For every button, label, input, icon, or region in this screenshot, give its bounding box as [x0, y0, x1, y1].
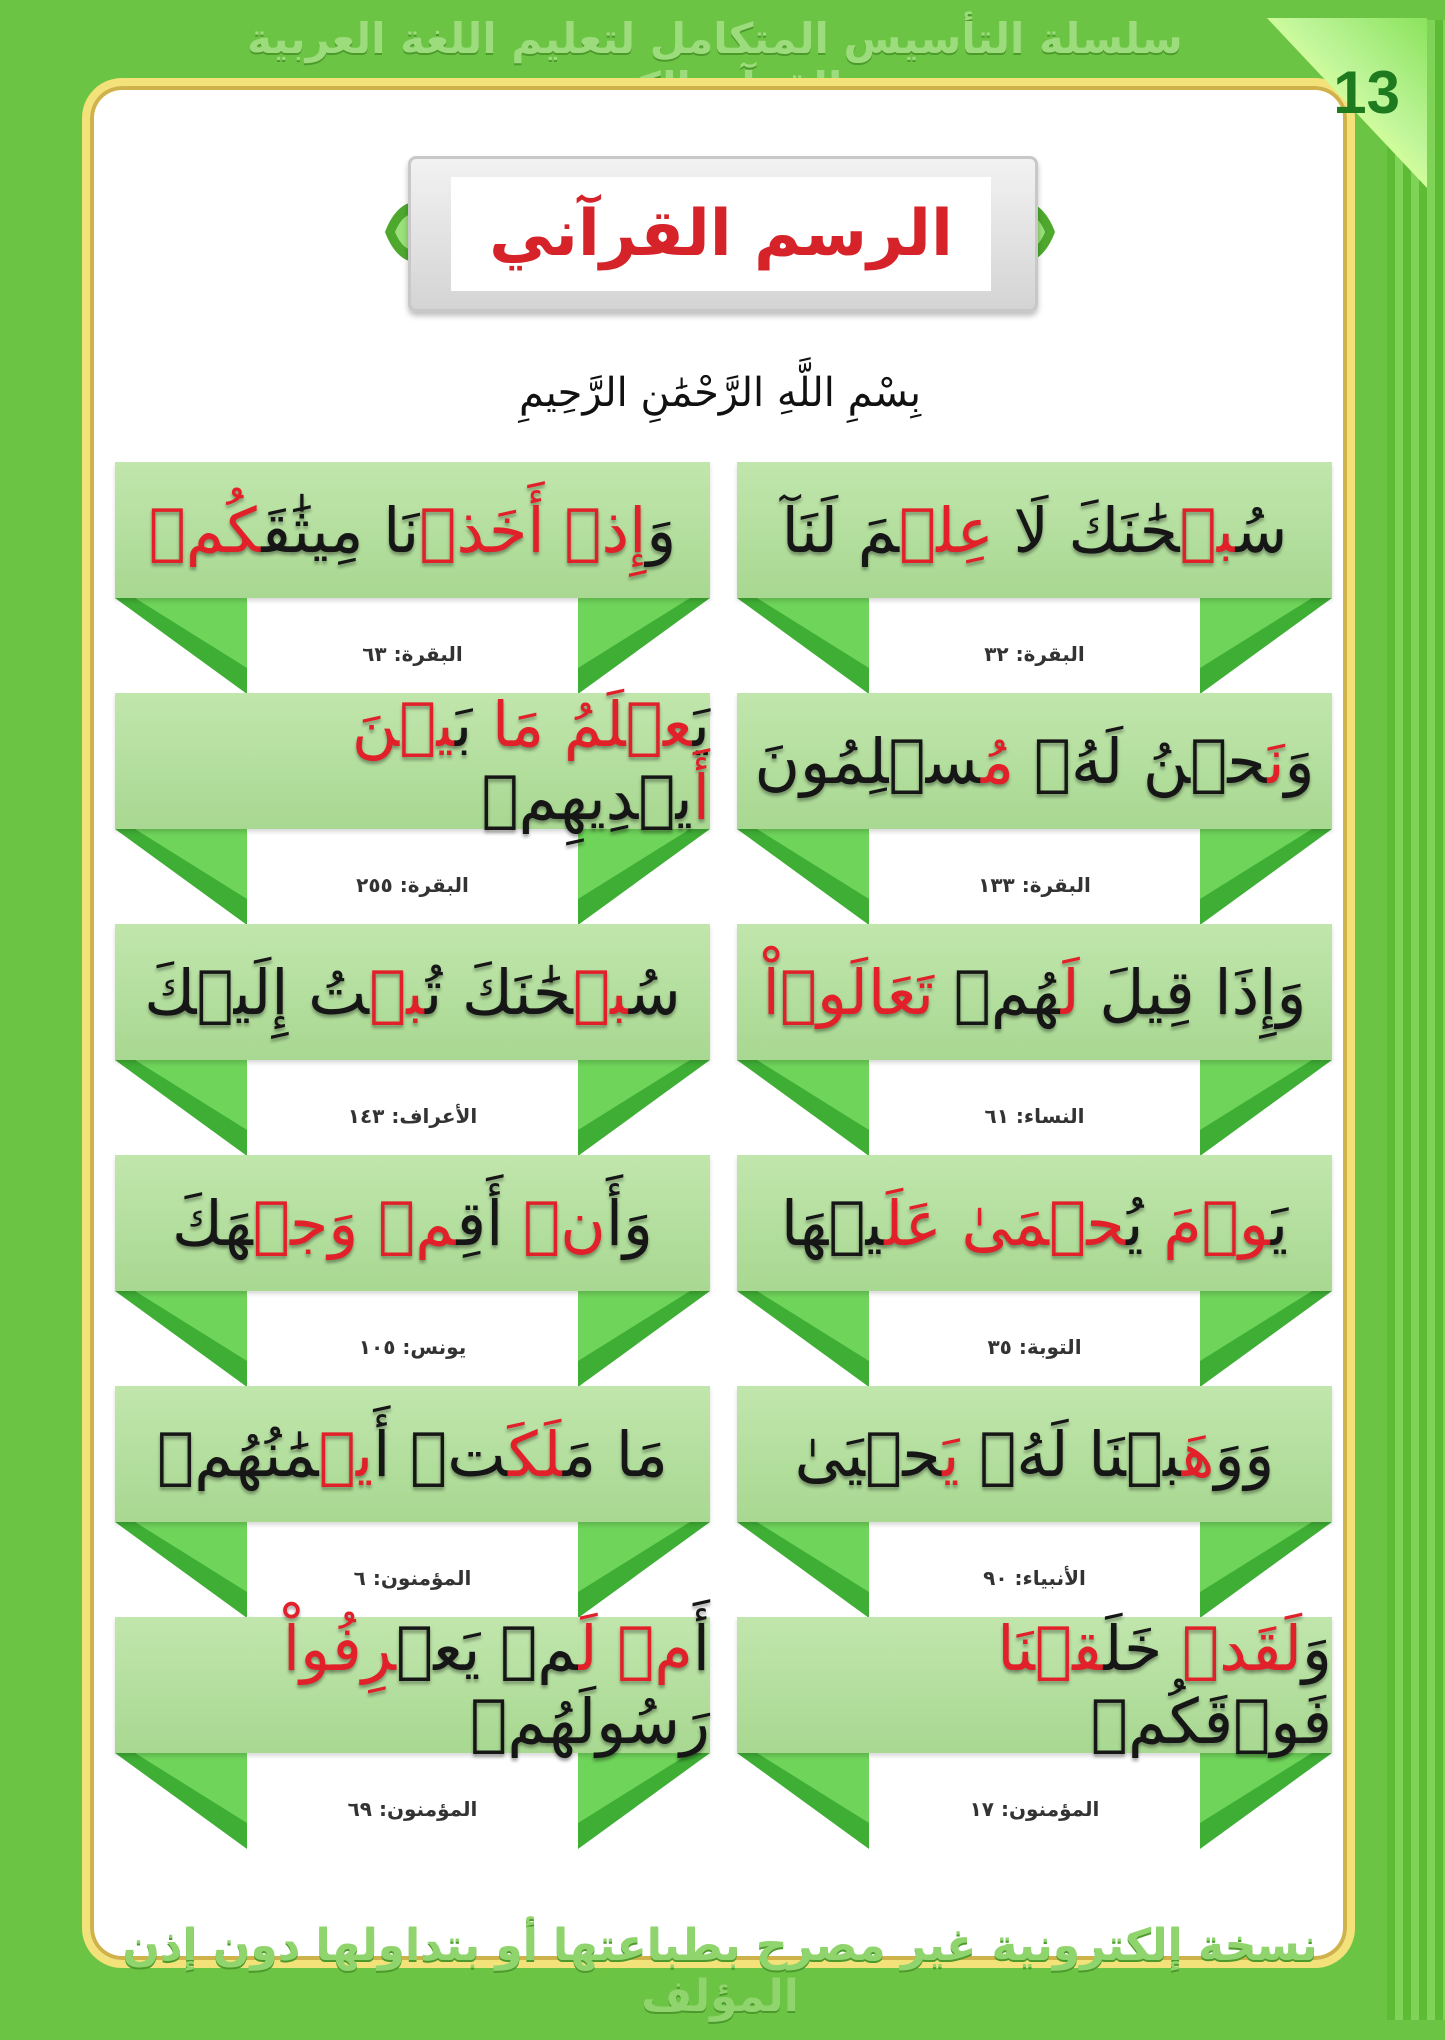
verse-face	[115, 924, 710, 1060]
verse-ribbon	[737, 693, 1332, 925]
verse-segment: مَ لَنَآ	[781, 493, 900, 567]
verse-reference: البقرة: ٣٢	[984, 642, 1085, 666]
highlighted-letters: بۡ	[572, 955, 629, 1029]
verse-ribbon	[737, 1386, 1332, 1618]
highlighted-letters: مۡ لَ	[578, 1612, 693, 1685]
verse-face	[737, 462, 1332, 598]
title-banner	[380, 152, 1060, 312]
highlighted-letters: إِذۡ أَخَذۡ	[419, 493, 647, 567]
verse-reference: المؤمنون: ٦٩	[347, 1797, 478, 1821]
verse-text	[172, 1187, 653, 1260]
verse-reference: التوبة: ٣٥	[987, 1335, 1082, 1359]
verse-text	[782, 494, 1288, 567]
highlighted-letters: لَ	[1060, 955, 1080, 1029]
verse-segment: وَ	[1284, 724, 1315, 798]
verse-reference: المؤمنون: ٦	[353, 1566, 472, 1590]
verse-segment: وَ	[1302, 1612, 1332, 1685]
verse-ribbon	[737, 924, 1332, 1156]
verse-face	[737, 1612, 1332, 1758]
verse-text	[763, 956, 1307, 1029]
verse-ribbon	[737, 1155, 1332, 1387]
verse-face	[737, 924, 1332, 1060]
verse-face	[115, 688, 710, 834]
verse-segment: يُ	[1126, 1186, 1144, 1260]
verse-segment: أَ	[692, 1612, 710, 1685]
highlighted-letters: وۡمَ	[1143, 1186, 1271, 1260]
verse-face	[737, 693, 1332, 829]
highlighted-letters: لَقَدۡ	[1162, 1612, 1303, 1685]
verse-segment: يَ	[1270, 1186, 1289, 1260]
highlighted-letters: نۡ	[503, 1186, 606, 1260]
verse-face	[115, 1612, 710, 1758]
verse-segment: مَٰنُهُمۡ	[157, 1417, 319, 1491]
verse-text	[737, 1612, 1332, 1758]
verse-segment: حَٰنَكَ تُ	[424, 955, 573, 1029]
verse-text	[115, 688, 710, 834]
verse-segment: رَسُولَهُمۡ	[470, 1685, 710, 1758]
verse-segment: هُمۡ	[934, 955, 1061, 1029]
verse-ribbon	[115, 1612, 710, 1849]
verse-segment: وَإِذَا قِيلَ	[1079, 955, 1307, 1029]
highlighted-letters: يۡنَ أَ	[351, 688, 710, 834]
highlighted-letters: قۡنَا	[997, 1612, 1104, 1685]
verse-segment: يۡدِيهِمۡ	[481, 761, 693, 834]
highlighted-letters: كُمۡ	[148, 493, 262, 567]
verse-segment: يَ	[692, 688, 710, 761]
verse-segment: وَ	[646, 493, 677, 567]
highlighted-letters: حۡمَىٰ عَلَ	[884, 1186, 1127, 1260]
page-number: 13	[1333, 59, 1400, 126]
verse-reference: النساء: ٦١	[984, 1104, 1085, 1128]
verse-face	[115, 1386, 710, 1522]
highlighted-letters: عۡلَمُ مَا	[472, 688, 693, 761]
verse-segment: خَلَ	[1103, 1612, 1163, 1685]
verse-reference: البقرة: ٢٥٥	[356, 873, 469, 897]
footer-note: نسخة إلكترونية غير مصرح بطباعتها أو بتداولها دون إذن المؤلف	[122, 1920, 1318, 2022]
highlighted-letters: نَ	[1267, 724, 1285, 798]
side-stripes	[1387, 20, 1445, 2020]
verse-segment: فَوۡقَكُمۡ	[1090, 1685, 1332, 1758]
highlighted-letters: يۡ	[318, 1417, 374, 1491]
highlighted-letters: مُ	[980, 724, 1015, 798]
verse-segment: هَكَ	[172, 1186, 253, 1260]
verse-segment: بۡنَا لَهُۥ	[959, 1417, 1182, 1491]
basmala: بِسْمِ اللَّهِ الرَّحْمَٰنِ الرَّحِيمِ	[518, 370, 922, 416]
highlighted-letters: يَ	[942, 1417, 960, 1491]
verse-face	[737, 1386, 1332, 1522]
verse-reference: يونس: ١٠٥	[358, 1335, 467, 1359]
verse-text	[157, 1418, 668, 1491]
verse-segment: حۡنُ لَهُۥ	[1014, 724, 1268, 798]
highlighted-letters: رِفُواْ	[282, 1612, 396, 1685]
verse-ribbon	[737, 1612, 1332, 1849]
verse-ribbon	[737, 462, 1332, 694]
verse-face	[115, 462, 710, 598]
verse-segment: حَٰنَكَ لَا	[993, 493, 1180, 567]
verse-ribbon	[115, 1386, 710, 1618]
verse-segment: تۡ أَ	[373, 1417, 509, 1491]
verse-segment: وَأَ	[605, 1186, 653, 1260]
verse-reference: البقرة: ٦٣	[362, 642, 463, 666]
verse-segment: مَا مَ	[562, 1417, 668, 1491]
highlighted-letters: بۡ	[1179, 493, 1236, 567]
verse-segment: أَقِ	[456, 1186, 504, 1260]
verse-reference: المؤمنون: ١٧	[969, 1797, 1100, 1821]
verse-text	[795, 1418, 1275, 1491]
verse-text	[149, 494, 677, 567]
verse-reference: الأعراف: ١٤٣	[347, 1104, 478, 1128]
verse-ribbon	[115, 462, 710, 694]
verse-segment: سۡلِمُونَ	[754, 724, 981, 798]
verse-text	[754, 725, 1314, 798]
highlighted-letters: مۡ وَجۡ	[252, 1186, 457, 1260]
verse-reference: البقرة: ١٣٣	[978, 873, 1091, 897]
verse-segment: بَ	[455, 688, 473, 761]
verse-segment: وَوَ	[1214, 1417, 1275, 1491]
verse-text	[115, 1612, 710, 1758]
verse-text	[781, 1187, 1288, 1260]
highlighted-letters: هَ	[1181, 1417, 1215, 1491]
highlighted-letters: لَكَ	[508, 1417, 563, 1491]
verse-segment: حۡيَىٰ	[794, 1417, 943, 1491]
verse-ribbon	[115, 1155, 710, 1387]
verse-ribbon	[115, 688, 710, 925]
verse-reference: الأنبياء: ٩٠	[983, 1566, 1086, 1590]
highlighted-letters: بۡ	[369, 955, 425, 1029]
verse-segment: سُ	[1235, 493, 1288, 567]
highlighted-letters: تَعَالَوۡاْ	[762, 955, 935, 1029]
verse-segment: تُ إِلَيۡكَ	[144, 955, 370, 1029]
series-title: سلسلة التأسيس المتكامل لتعليم اللغة العربية	[247, 14, 1183, 63]
verse-face	[737, 1155, 1332, 1291]
verse-segment: يۡهَا	[780, 1186, 885, 1260]
verse-text	[144, 956, 681, 1029]
verse-segment: سُ	[628, 955, 681, 1029]
verse-segment: مۡ يَعۡ	[396, 1612, 579, 1685]
page-title: الرسم القرآني	[489, 197, 953, 271]
verse-face	[115, 1155, 710, 1291]
verse-segment: نَا مِيثَٰقَ	[261, 493, 420, 567]
verse-ribbon	[115, 924, 710, 1156]
highlighted-letters: عِلۡ	[899, 493, 994, 567]
